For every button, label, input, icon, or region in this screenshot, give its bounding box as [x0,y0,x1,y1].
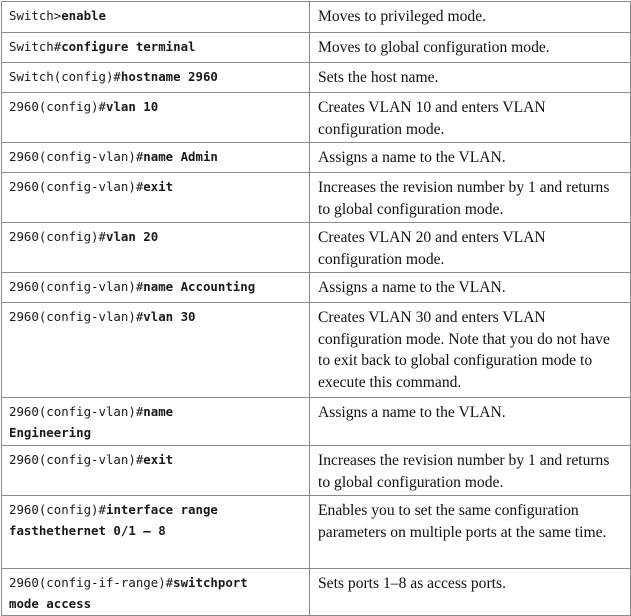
description-cell: Creates VLAN 20 and enters VLAN configuration mode. [310,223,631,273]
table-row [2,93,631,143]
command-keyword: name Admin [143,149,218,164]
command-prompt: 2960(config-if-range)# [9,575,174,590]
command-prompt: Switch# [9,39,62,54]
command-prompt: Switch(config)# [9,69,121,84]
command-cell [2,33,310,63]
table-row [2,446,631,496]
command-cell [2,273,310,303]
command-cell [2,496,310,569]
command-keyword: name Engineering [9,404,174,440]
command-prompt: 2960(config-vlan)# [9,404,144,419]
description-cell: Assigns a name to the VLAN. [310,398,631,446]
command-prompt: 2960(config-vlan)# [9,149,144,164]
table-row [2,2,631,33]
description-cell: Moves to global configuration mode. [310,33,631,63]
description-cell: Enables you to set the same configuration parameters on multiple ports at the same time. [310,496,631,569]
table-row [2,303,631,398]
table-row [2,496,631,569]
command-cell [2,303,310,398]
description-cell: Assigns a name to the VLAN. [310,143,631,173]
command-cell [2,223,310,273]
description-cell: Sets ports 1–8 as access ports. [310,569,631,616]
command-table [1,1,631,616]
description-cell: Increases the revision number by 1 and returns to global configuration mode. [310,173,631,223]
command-cell [2,93,310,143]
command-keyword: switchport mode access [9,575,248,611]
command-prompt: 2960(config-vlan)# [9,279,144,294]
command-prompt: 2960(config-vlan)# [9,309,144,324]
command-cell [2,63,310,93]
description-cell: Assigns a name to the VLAN. [310,273,631,303]
description-cell: Moves to privileged mode. [310,2,631,33]
description-cell: Sets the host name. [310,63,631,93]
table-row [2,143,631,173]
command-keyword: configure terminal [61,39,196,54]
command-prompt: 2960(config-vlan)# [9,452,144,467]
table-row [2,569,631,616]
command-keyword: vlan 20 [105,229,159,244]
command-keyword: vlan 30 [143,309,196,324]
command-prompt: 2960(config)# [9,229,106,244]
command-prompt: Switch> [9,8,62,23]
command-cell [2,446,310,496]
description-cell: Creates VLAN 30 and enters VLAN configuration mode. Note that you do not have to exit back to global configuration mode to execute this command. [310,303,631,398]
command-keyword: exit [143,179,174,194]
command-keyword: hostname 2960 [120,69,218,84]
command-keyword: enable [61,8,106,23]
table-row [2,63,631,93]
command-cell [2,143,310,173]
command-keyword: interface range fasthethernet 0/1 – 8 [9,502,218,538]
command-prompt: 2960(config-vlan)# [9,179,144,194]
command-prompt: 2960(config)# [9,502,106,517]
command-cell [2,2,310,33]
command-cell [2,569,310,616]
command-cell [2,398,310,446]
description-cell: Creates VLAN 10 and enters VLAN configuration mode. [310,93,631,143]
table-row [2,273,631,303]
command-cell [2,173,310,223]
table-row [2,398,631,446]
command-keyword: exit [143,452,174,467]
command-keyword: name Accounting [143,279,256,294]
description-cell: Increases the revision number by 1 and returns to global configuration mode. [310,446,631,496]
table-row [2,223,631,273]
command-prompt: 2960(config)# [9,99,106,114]
table-row [2,173,631,223]
table-row [2,33,631,63]
command-keyword: vlan 10 [105,99,159,114]
